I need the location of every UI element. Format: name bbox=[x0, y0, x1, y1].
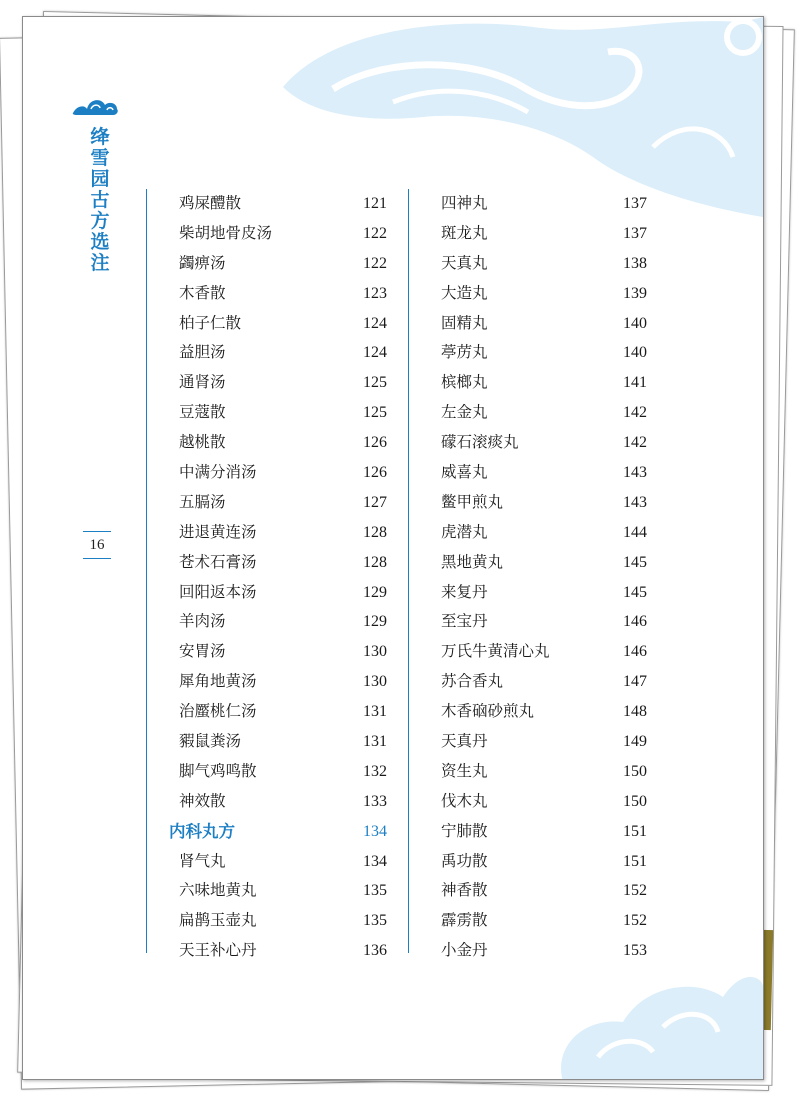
toc-left-column bbox=[147, 189, 387, 966]
toc-entry-page: 146 bbox=[623, 643, 647, 661]
toc-entry-page: 129 bbox=[363, 583, 387, 601]
toc-entry-page: 141 bbox=[623, 374, 647, 392]
toc-entry-page: 125 bbox=[363, 374, 387, 392]
toc-entry bbox=[147, 757, 387, 787]
toc-entry bbox=[407, 488, 647, 518]
cloud-ornament-icon bbox=[71, 95, 121, 117]
toc-entry bbox=[407, 518, 647, 548]
divider bbox=[83, 558, 111, 559]
toc-entry-title: 礞石滚痰丸 bbox=[441, 433, 519, 452]
toc-entry-page: 127 bbox=[363, 493, 387, 511]
toc-entry bbox=[407, 607, 647, 637]
toc-entry-title: 固精丸 bbox=[441, 313, 488, 332]
toc-entry bbox=[147, 787, 387, 817]
toc-entry bbox=[407, 338, 647, 368]
toc-entry bbox=[147, 727, 387, 757]
book-title: 绛雪园古方选注 bbox=[90, 126, 110, 274]
toc-entry bbox=[147, 428, 387, 458]
toc-entry-title: 葶苈丸 bbox=[441, 343, 488, 362]
toc-entry-title: 安胃汤 bbox=[179, 642, 226, 661]
toc-entry bbox=[147, 189, 387, 219]
toc-entry-page: 139 bbox=[623, 284, 647, 302]
toc-entry-title: 肾气丸 bbox=[179, 851, 226, 870]
toc-entry-title: 神效散 bbox=[179, 791, 226, 810]
toc-entry-title: 大造丸 bbox=[441, 283, 488, 302]
toc-entry-page: 149 bbox=[623, 733, 647, 751]
toc-entry bbox=[147, 847, 387, 877]
toc-entry-title: 益胆汤 bbox=[179, 343, 226, 362]
toc-entry-title: 犀角地黄汤 bbox=[179, 672, 257, 691]
toc-entry bbox=[147, 697, 387, 727]
toc-entry bbox=[147, 667, 387, 697]
toc-entry-title: 木香硇砂煎丸 bbox=[441, 702, 535, 721]
toc-entry-page: 145 bbox=[623, 553, 647, 571]
toc-entry-title: 苏合香丸 bbox=[441, 672, 504, 691]
toc-entry-page: 150 bbox=[623, 792, 647, 810]
toc-entry bbox=[407, 906, 647, 936]
toc-entry bbox=[147, 637, 387, 667]
toc-entry-page: 152 bbox=[623, 882, 647, 900]
toc-entry bbox=[407, 727, 647, 757]
toc-entry bbox=[147, 338, 387, 368]
toc-entry bbox=[407, 249, 647, 279]
toc-entry-page: 124 bbox=[363, 344, 387, 362]
toc-entry bbox=[407, 817, 647, 847]
toc-entry-title: 来复丹 bbox=[441, 582, 488, 601]
toc-entry-title: 柏子仁散 bbox=[179, 313, 242, 332]
toc-entry-title: 天真丸 bbox=[441, 253, 488, 272]
toc-entry bbox=[407, 936, 647, 966]
toc-entry-page: 128 bbox=[363, 553, 387, 571]
toc-entry-title: 左金丸 bbox=[441, 403, 488, 422]
toc-entry-page: 129 bbox=[363, 613, 387, 631]
toc-entry bbox=[147, 249, 387, 279]
toc-entry-title: 回阳返本汤 bbox=[179, 582, 257, 601]
toc-entry-page: 134 bbox=[363, 852, 387, 870]
toc-entry-page: 126 bbox=[363, 464, 387, 482]
toc-entry-page: 142 bbox=[623, 404, 647, 422]
toc-entry bbox=[407, 219, 647, 249]
toc-entry-page: 122 bbox=[363, 254, 387, 272]
toc-entry-page: 135 bbox=[363, 882, 387, 900]
toc-entry-title: 天王补心丹 bbox=[179, 941, 257, 960]
toc-entry-title: 六味地黄丸 bbox=[179, 881, 257, 900]
toc-entry-page: 138 bbox=[623, 254, 647, 272]
toc-entry-title: 羊肉汤 bbox=[179, 612, 226, 631]
toc-entry-page: 150 bbox=[623, 762, 647, 780]
toc-entry bbox=[147, 368, 387, 398]
toc-entry-page: 121 bbox=[363, 195, 387, 212]
toc-section-heading bbox=[147, 817, 387, 847]
toc-entry-title: 至宝丹 bbox=[441, 612, 488, 631]
toc-entry-title: 越桃散 bbox=[179, 433, 226, 452]
toc-entry-page: 147 bbox=[623, 673, 647, 691]
toc-entry bbox=[147, 936, 387, 966]
toc-entry-page: 140 bbox=[623, 344, 647, 362]
toc-entry-page: 153 bbox=[623, 942, 647, 960]
toc-entry-page: 128 bbox=[363, 523, 387, 541]
toc-entry-title: 通肾汤 bbox=[179, 373, 226, 392]
toc-entry-page: 134 bbox=[363, 822, 387, 840]
toc-entry bbox=[147, 578, 387, 608]
toc-entry-page: 137 bbox=[623, 224, 647, 242]
toc-entry bbox=[407, 458, 647, 488]
toc-entry-page: 142 bbox=[623, 434, 647, 452]
toc-entry bbox=[147, 458, 387, 488]
toc-entry-page: 131 bbox=[363, 703, 387, 721]
toc-entry-page: 130 bbox=[363, 643, 387, 661]
toc-entry-title: 五膈汤 bbox=[179, 492, 226, 511]
page-number-block bbox=[83, 531, 111, 559]
book-page bbox=[22, 16, 764, 1080]
toc-entry bbox=[147, 219, 387, 249]
toc-entry-page: 136 bbox=[363, 942, 387, 960]
toc-entry bbox=[147, 906, 387, 936]
toc-entry bbox=[147, 279, 387, 309]
toc-entry-title: 扁鹊玉壶丸 bbox=[179, 911, 257, 930]
toc-entry-page: 140 bbox=[623, 314, 647, 332]
toc-entry bbox=[147, 548, 387, 578]
toc-entry bbox=[407, 368, 647, 398]
toc-entry-page: 148 bbox=[623, 703, 647, 721]
toc-entry bbox=[147, 607, 387, 637]
toc-entry-title: 豭鼠粪汤 bbox=[179, 732, 242, 751]
toc-entry-title: 槟榔丸 bbox=[441, 373, 488, 392]
toc-entry-page: 124 bbox=[363, 314, 387, 332]
toc-entry-title: 斑龙丸 bbox=[441, 223, 488, 242]
toc-entry-page: 122 bbox=[363, 224, 387, 242]
toc-entry bbox=[407, 697, 647, 727]
toc-entry-page: 137 bbox=[623, 195, 647, 212]
toc-entry-page: 145 bbox=[623, 583, 647, 601]
cloud-pattern-decoration bbox=[273, 17, 763, 217]
toc-right-column bbox=[407, 189, 647, 966]
toc-entry bbox=[407, 398, 647, 428]
toc-entry-title: 霹雳散 bbox=[441, 911, 488, 930]
toc-entry bbox=[407, 578, 647, 608]
toc-entry-title: 蠲痹汤 bbox=[179, 253, 226, 272]
toc-entry bbox=[407, 876, 647, 906]
toc-entry bbox=[407, 189, 647, 219]
toc-entry-page: 123 bbox=[363, 284, 387, 302]
toc-entry-title: 伐木丸 bbox=[441, 791, 488, 810]
toc-entry-title: 进退黄连汤 bbox=[179, 522, 257, 541]
toc-entry-title: 神香散 bbox=[441, 881, 488, 900]
toc-entry-title: 柴胡地骨皮汤 bbox=[179, 223, 273, 242]
toc-entry-title: 治蟨桃仁汤 bbox=[179, 702, 257, 721]
toc-entry bbox=[147, 518, 387, 548]
toc-entry-page: 151 bbox=[623, 822, 647, 840]
toc-entry-title: 脚气鸡鸣散 bbox=[179, 761, 257, 780]
toc-entry-page: 151 bbox=[623, 852, 647, 870]
toc-entry-title: 豆蔻散 bbox=[179, 403, 226, 422]
toc-entry-title: 小金丹 bbox=[441, 941, 488, 960]
toc-entry bbox=[147, 876, 387, 906]
toc-entry bbox=[407, 667, 647, 697]
toc-entry-page: 146 bbox=[623, 613, 647, 631]
toc-entry bbox=[147, 309, 387, 339]
toc-entry-page: 132 bbox=[363, 762, 387, 780]
cloud-pattern-decoration bbox=[543, 947, 763, 1080]
toc-entry bbox=[407, 757, 647, 787]
toc-entry-title: 万氏牛黄清心丸 bbox=[441, 642, 550, 661]
toc-entry bbox=[407, 637, 647, 667]
toc-entry-page: 131 bbox=[363, 733, 387, 751]
toc-entry-page: 130 bbox=[363, 673, 387, 691]
toc-entry-title: 四神丸 bbox=[441, 194, 488, 212]
toc-entry-page: 125 bbox=[363, 404, 387, 422]
toc-entry-title: 内科丸方 bbox=[169, 821, 235, 841]
toc-entry-title: 威喜丸 bbox=[441, 463, 488, 482]
toc-entry-title: 苍术石膏汤 bbox=[179, 552, 257, 571]
toc-entry-title: 宁肺散 bbox=[441, 821, 488, 840]
toc-entry-page: 135 bbox=[363, 912, 387, 930]
toc-entry bbox=[407, 279, 647, 309]
toc-entry-page: 133 bbox=[363, 792, 387, 810]
toc-entry-page: 144 bbox=[623, 523, 647, 541]
toc-entry bbox=[407, 847, 647, 877]
toc-entry-title: 鸡屎醴散 bbox=[179, 194, 242, 212]
toc-entry bbox=[407, 428, 647, 458]
toc-entry-title: 中满分消汤 bbox=[179, 463, 257, 482]
toc-entry-page: 143 bbox=[623, 493, 647, 511]
toc-entry-title: 虎潜丸 bbox=[441, 522, 488, 541]
toc-entry-title: 禹功散 bbox=[441, 851, 488, 870]
toc-entry-page: 143 bbox=[623, 464, 647, 482]
toc-entry bbox=[147, 488, 387, 518]
toc-entry-title: 木香散 bbox=[179, 283, 226, 302]
toc-entry-title: 黑地黄丸 bbox=[441, 552, 504, 571]
toc-entry bbox=[407, 309, 647, 339]
toc-entry-title: 资生丸 bbox=[441, 761, 488, 780]
toc-entry bbox=[147, 398, 387, 428]
toc-entry-title: 鳖甲煎丸 bbox=[441, 492, 504, 511]
toc-entry-page: 126 bbox=[363, 434, 387, 452]
toc-entry-page: 152 bbox=[623, 912, 647, 930]
page-number: 16 bbox=[89, 537, 105, 553]
toc-entry-title: 天真丹 bbox=[441, 732, 488, 751]
toc-entry bbox=[407, 548, 647, 578]
toc-entry bbox=[407, 787, 647, 817]
